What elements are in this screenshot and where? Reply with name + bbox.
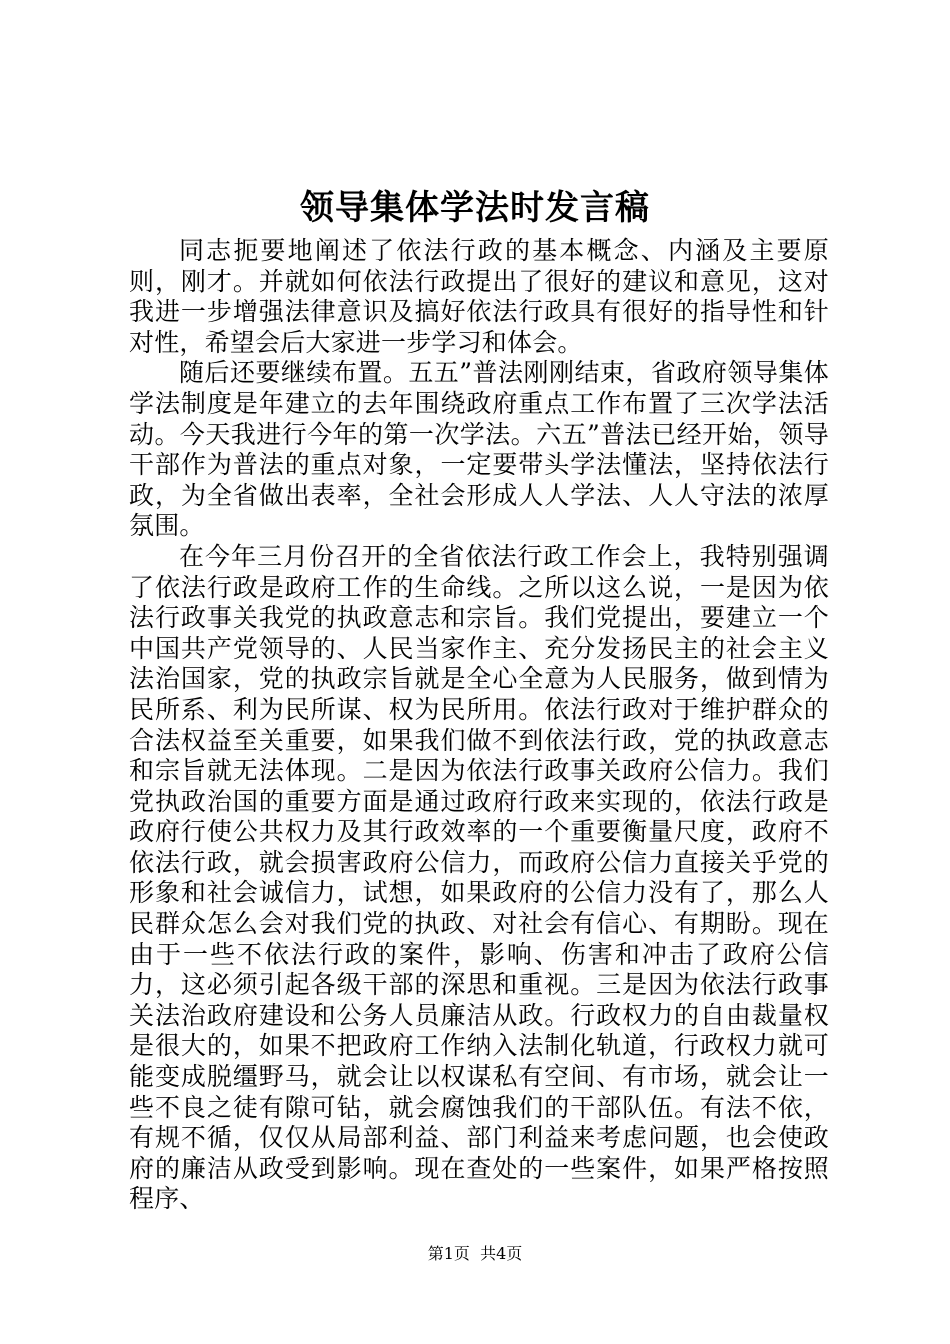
document-body — [129, 236, 829, 1215]
page-footer — [0, 1242, 950, 1266]
paragraph: 同志扼要地阐述了依法行政的基本概念、内涵及主要原则，刚才。并就如何依法行政提出了很好的建议和意见，这对我进一步增强法律意识及搞好依法行政具有很好的指导性和针对性，希望会后大家进一步学习和体会。 — [129, 236, 829, 357]
paragraph: 在今年三月份召开的全省依法行政工作会上，我特别强调了依法行政是政府工作的生命线。之所以这么说，一是因为依法行政事关我党的执政意志和宗旨。我们党提出，要建立一个中国共产党领导的、人民当家作主、充分发扬民主的社会主义法治国家，党的执政宗旨就是全心全意为人民服务，做到情为民所系、利为民所谋、权为民所用。依法行政对于维护群众的合法权益至关重要，如果我们做不到依法行政，党的执政意志和宗旨就无法体现。二是因为依法行政事关政府公信力。我们党执政治国的重要方面是通过政府行政来实现的，依法行政是政府行使公共权力及其行政效率的一个重要衡量尺度，政府不依法行政，就会损害政府公信力，而政府公信力直接关乎党的形象和社会诚信力，试想，如果政府的公信力没有了，那么人民群众怎么会对我们党的执政、对社会有信心、有期盼。现在由于一些不依法行政的案件，影响、伤害和冲击了政府公信力，这必须引起各级干部的深思和重视。三是因为依法行政事关法治政府建设和公务人员廉洁从政。行政权力的自由裁量权是很大的，如果不把政府工作纳入法制化轨道，行政权力就可能变成脱缰野马，就会让以权谋私有空间、有市场，就会让一些不良之徒有隙可钻，就会腐蚀我们的干部队伍。有法不依，有规不循，仅仅从局部利益、部门利益来考虑问题，也会使政府的廉洁从政受到影响。现在查处的一些案件，如果严格按照程序、 — [129, 541, 829, 1214]
document-title: 领导集体学法时发言稿 — [300, 188, 650, 228]
page-total: 共4页 — [480, 1244, 523, 1263]
page-number: 第1页 — [427, 1244, 470, 1263]
paragraph: 随后还要继续布置。五五”普法刚刚结束，省政府领导集体学法制度是年建立的去年围绕政府重点工作布置了三次学法活动。今天我进行今年的第一次学法。六五”普法已经开始，领导干部作为普法的重点对象，一定要带头学法懂法，坚持依法行政，为全省做出表率，全社会形成人人学法、人人守法的浓厚氛围。 — [129, 358, 829, 541]
